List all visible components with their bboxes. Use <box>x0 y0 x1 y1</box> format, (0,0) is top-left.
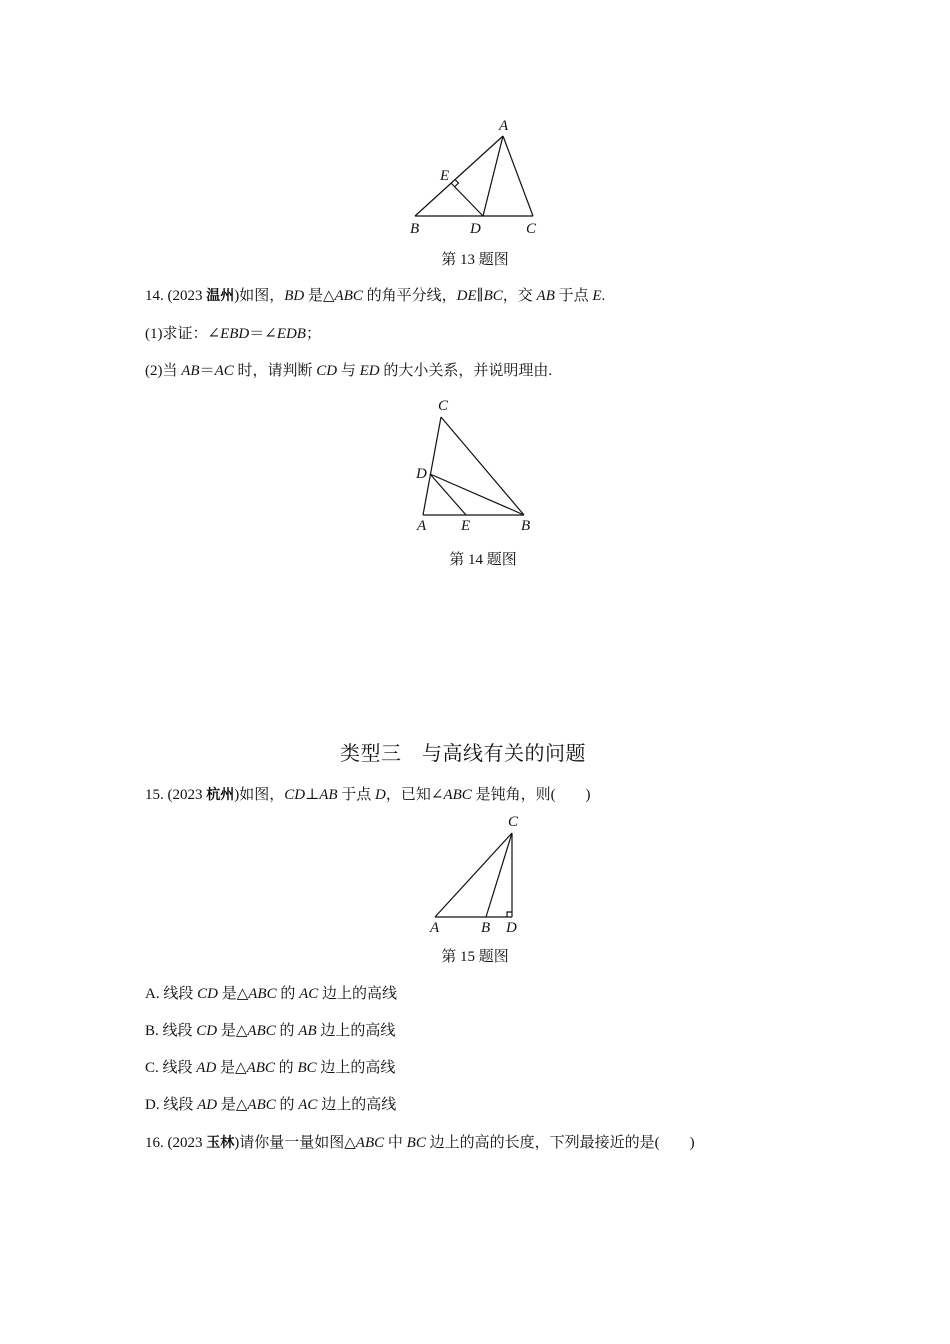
question-15: 15. (2023 杭州)如图，CD⊥AB 于点 D，已知∠ABC 是钝角，则( ) <box>145 787 591 803</box>
label-A: A <box>499 118 509 134</box>
option-b[interactable]: B. 线段 CD 是△ABC 的 AB 边上的高线 <box>145 1023 396 1039</box>
question-14: 14. (2023 温州)如图，BD 是△ABC 的角平分线，DE∥BC，交 AB 于点 E. <box>145 288 606 304</box>
option-d[interactable]: D. 线段 AD 是△ABC 的 AC 边上的高线 <box>145 1097 397 1113</box>
option-c[interactable]: C. 线段 AD 是△ABC 的 BC 边上的高线 <box>145 1060 396 1076</box>
label-B: B <box>481 920 491 936</box>
label-B: B <box>521 518 531 534</box>
label-D: D <box>470 221 481 237</box>
figure-14 <box>400 392 560 537</box>
label-C: C <box>508 814 519 830</box>
label-A: A <box>430 920 440 936</box>
label-B: B <box>410 221 420 237</box>
section-heading: 类型三 与高线有关的问题 <box>340 741 586 765</box>
figure-14-caption: 第 14 题图 <box>449 552 517 568</box>
figure-15-caption: 第 15 题图 <box>441 949 509 965</box>
label-C: C <box>438 398 449 414</box>
label-E: E <box>440 168 450 184</box>
label-E: E <box>461 518 471 534</box>
question-14-part-2: (2)当 AB＝AC 时，请判断 CD 与 ED 的大小关系，并说明理由. <box>145 363 553 379</box>
figure-13-caption: 第 13 题图 <box>441 252 509 268</box>
figure-13 <box>400 110 560 245</box>
figure-15 <box>420 808 530 938</box>
question-14-part-1: (1)求证：∠EBD＝∠EDB； <box>145 326 321 342</box>
option-a[interactable]: A. 线段 CD 是△ABC 的 AC 边上的高线 <box>145 986 398 1002</box>
label-D: D <box>506 920 517 936</box>
label-A: A <box>417 518 427 534</box>
label-C: C <box>526 221 537 237</box>
label-D: D <box>416 466 427 482</box>
question-16: 16. (2023 玉林)请你量一量如图△ABC 中 BC 边上的高的长度，下列最接近的是( ) <box>145 1135 695 1151</box>
